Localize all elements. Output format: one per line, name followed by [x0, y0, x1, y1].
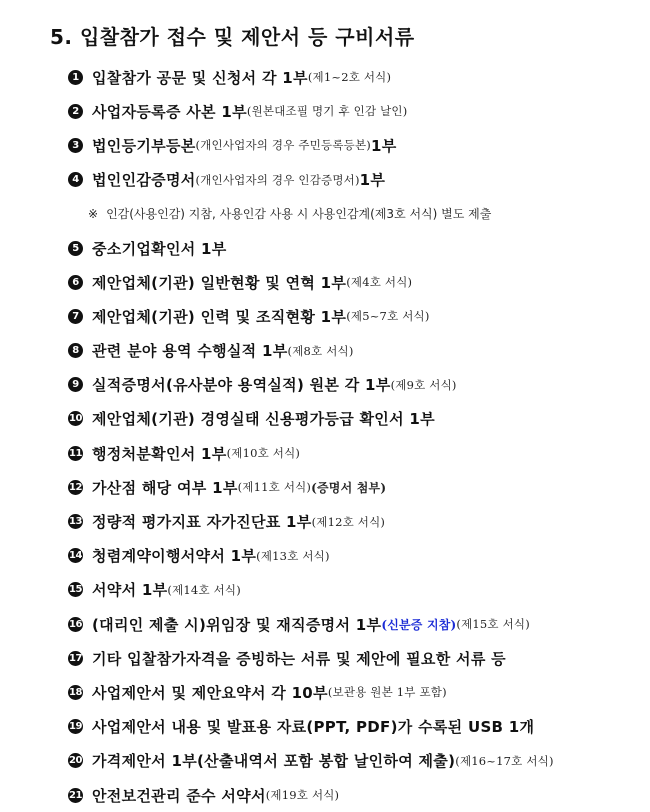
list-item	[68, 573, 554, 607]
item-text: 사업제안서 및 제안요약서 각 10부	[92, 683, 328, 702]
circled-number: 19	[69, 721, 82, 733]
list-item	[68, 60, 554, 94]
item-note: (제4호 서식)	[346, 275, 413, 290]
item-emphasis: (신분증 지참)	[381, 617, 457, 632]
list-item	[68, 231, 554, 265]
item-text-suffix: 1부	[359, 171, 386, 190]
item-note: (제14호 서식)	[167, 582, 241, 597]
item-note: (제10호 서식)	[226, 446, 301, 461]
list-item	[68, 94, 554, 128]
list-item	[68, 402, 554, 436]
circled-number: 15	[69, 584, 82, 596]
list-item	[68, 368, 554, 402]
circled-number: 17	[69, 652, 82, 664]
item-text: 사업자등록증 사본 1부	[92, 102, 247, 121]
item-text: 제안업체(기관) 일반현황 및 연혁 1부	[92, 273, 347, 292]
list-item	[68, 641, 554, 675]
item-note: (제5~7호 서식)	[346, 309, 430, 324]
circled-number: 2	[68, 104, 83, 119]
item-note: (원본대조필 명기 후 인감 날인)	[246, 104, 408, 119]
circled-number: 8	[68, 343, 83, 358]
item-note: (개인사업자의 경우 주민등록등본)	[195, 138, 371, 153]
list-item	[68, 265, 554, 299]
item-text: (대리인 제출 시)위임장 및 재직증명서 1부	[92, 615, 382, 634]
list-item	[68, 163, 554, 197]
list-item	[68, 299, 554, 333]
circled-number: 1	[68, 70, 83, 85]
circled-number: 3	[68, 138, 83, 153]
item-text: 가산점 해당 여부 1부	[92, 478, 238, 497]
item-note: (제9호 서식)	[390, 377, 457, 392]
item-emphasis: (증명서 첨부)	[311, 480, 387, 495]
circled-number: 9	[68, 377, 83, 392]
item-note: (제8호 서식)	[287, 343, 354, 358]
item-text: 법인등기부등본	[92, 136, 196, 155]
circled-number: 18	[69, 686, 82, 698]
item-text: 법인인감증명서	[92, 171, 196, 190]
item-note: (제16~17호 서식)	[455, 753, 554, 768]
circled-number: 16	[69, 618, 82, 630]
circled-number: 13	[69, 516, 82, 528]
item-note: (제13호 서식)	[256, 548, 330, 563]
sub-note	[68, 197, 554, 231]
list-item	[68, 470, 554, 504]
item-text: 서약서 1부	[92, 581, 168, 600]
item-note: (보관용 원본 1부 포함)	[327, 685, 447, 700]
list-item	[68, 607, 554, 641]
item-text: 기타 입찰참가자격을 증빙하는 서류 및 제안에 필요한 서류 등	[92, 649, 506, 668]
reference-mark: ※	[88, 206, 99, 221]
item-text: 관련 분야 용역 수행실적 1부	[92, 342, 288, 361]
circled-number: 6	[68, 275, 83, 290]
circled-number: 4	[68, 172, 83, 187]
item-note: (제15호 서식)	[456, 617, 530, 632]
item-text: 입찰참가 공문 및 신청서 각 1부	[92, 68, 308, 87]
item-note: (제11호 서식)	[237, 480, 312, 495]
item-text-suffix: 1부	[370, 136, 397, 155]
circled-number: 14	[69, 550, 82, 562]
item-text: 청렴계약이행서약서 1부	[92, 547, 257, 566]
list-item	[68, 539, 554, 573]
circled-number: 21	[69, 789, 82, 801]
item-text: 사업제안서 내용 및 발표용 자료(PPT, PDF)가 수록된 USB 1개	[92, 718, 535, 737]
circled-number: 10	[69, 413, 82, 425]
list-item	[68, 334, 554, 368]
item-note: (제19호 서식)	[265, 788, 340, 803]
item-text: 중소기업확인서 1부	[92, 239, 227, 258]
circled-number: 5	[68, 241, 83, 256]
item-note: (개인사업자의 경우 인감증명서)	[195, 172, 360, 187]
item-text: 가격제안서 1부(산출내역서 포함 봉합 날인하여 제출)	[92, 752, 456, 771]
list-item	[68, 436, 554, 470]
circled-number: 20	[69, 755, 82, 767]
list-item	[68, 744, 554, 778]
list-item	[68, 710, 554, 744]
circled-number: 7	[68, 309, 83, 324]
page-title: 5. 입찰참가 접수 및 제안서 등 구비서류	[50, 25, 415, 49]
item-note: (제1~2호 서식)	[307, 70, 392, 85]
item-text: 실적증명서(유사분야 용역실적) 원본 각 1부	[92, 376, 391, 395]
item-text: 행정처분확인서 1부	[92, 444, 227, 463]
item-text: 정량적 평가지표 자가진단표 1부	[92, 513, 312, 532]
item-text: 안전보건관리 준수 서약서	[92, 786, 266, 805]
list-item	[68, 675, 554, 709]
list-item	[68, 128, 554, 162]
item-text: 제안업체(기관) 경영실태 신용평가등급 확인서 1부	[92, 410, 435, 429]
item-note: (제12호 서식)	[311, 514, 386, 529]
circled-number: 11	[69, 447, 82, 459]
circled-number: 12	[69, 481, 82, 493]
item-text: 제안업체(기관) 인력 및 조직현황 1부	[92, 307, 347, 326]
list-item	[68, 778, 554, 812]
list-item	[68, 504, 554, 538]
sub-note-text: 인감(사용인감) 지참, 사용인감 사용 시 사용인감계(제3호 서식) 별도 제출	[106, 207, 492, 222]
document-list	[68, 60, 554, 812]
